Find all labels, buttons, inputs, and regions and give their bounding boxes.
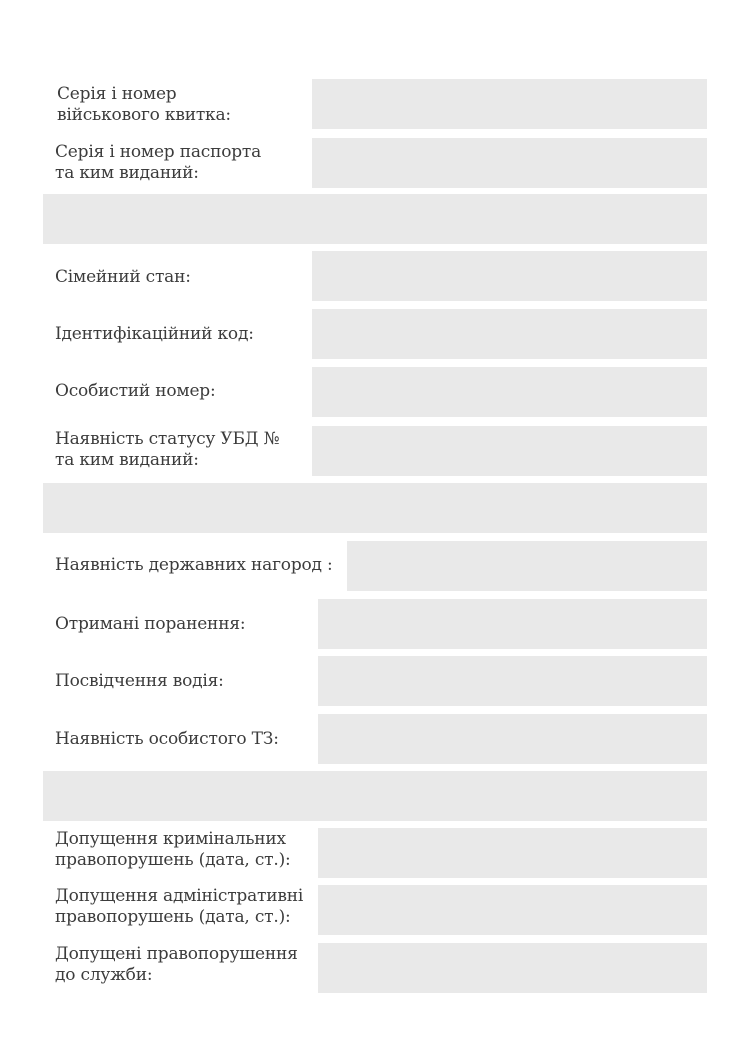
military-ticket-field[interactable] <box>312 79 707 129</box>
ubd-status-field[interactable] <box>312 426 707 476</box>
drivers-license-field[interactable] <box>318 656 707 706</box>
state-awards-field[interactable] <box>347 541 707 591</box>
vehicle-details-field[interactable] <box>43 771 707 821</box>
drivers-license-label: Посвідчення водія: <box>55 671 224 691</box>
pre-service-offenses-field[interactable] <box>318 943 707 993</box>
personal-number-label: Особистий номер: <box>55 381 216 401</box>
criminal-offenses-field[interactable] <box>318 828 707 878</box>
wounds-label: Отримані поранення: <box>55 614 246 634</box>
passport-field[interactable] <box>312 138 707 188</box>
administrative-offenses-label: Допущення адміністративні правопорушень (дата, ст.): <box>55 886 304 927</box>
tax-id-field[interactable] <box>312 309 707 359</box>
criminal-offenses-label: Допущення кримінальних правопорушень (дата, ст.): <box>55 829 291 870</box>
wounds-field[interactable] <box>318 599 707 649</box>
pre-service-offenses-label: Допущені правопорушення до служби: <box>55 944 298 985</box>
military-ticket-label: Серія і номер військового квитка: <box>57 84 231 125</box>
ubd-status-label: Наявність статусу УБД № та ким виданий: <box>55 429 280 470</box>
personal-number-field[interactable] <box>312 367 707 417</box>
personal-vehicle-label: Наявність особистого ТЗ: <box>55 729 279 749</box>
marital-status-label: Сімейний стан: <box>55 267 191 287</box>
state-awards-label: Наявність державних нагород : <box>55 555 333 575</box>
administrative-offenses-field[interactable] <box>318 885 707 935</box>
ubd-issuer-field[interactable] <box>43 483 707 533</box>
passport-label: Серія і номер паспорта та ким виданий: <box>55 142 262 183</box>
marital-status-field[interactable] <box>312 251 707 301</box>
passport-issuer-field[interactable] <box>43 194 707 244</box>
personal-vehicle-field[interactable] <box>318 714 707 764</box>
tax-id-label: Ідентифікаційний код: <box>55 324 254 344</box>
